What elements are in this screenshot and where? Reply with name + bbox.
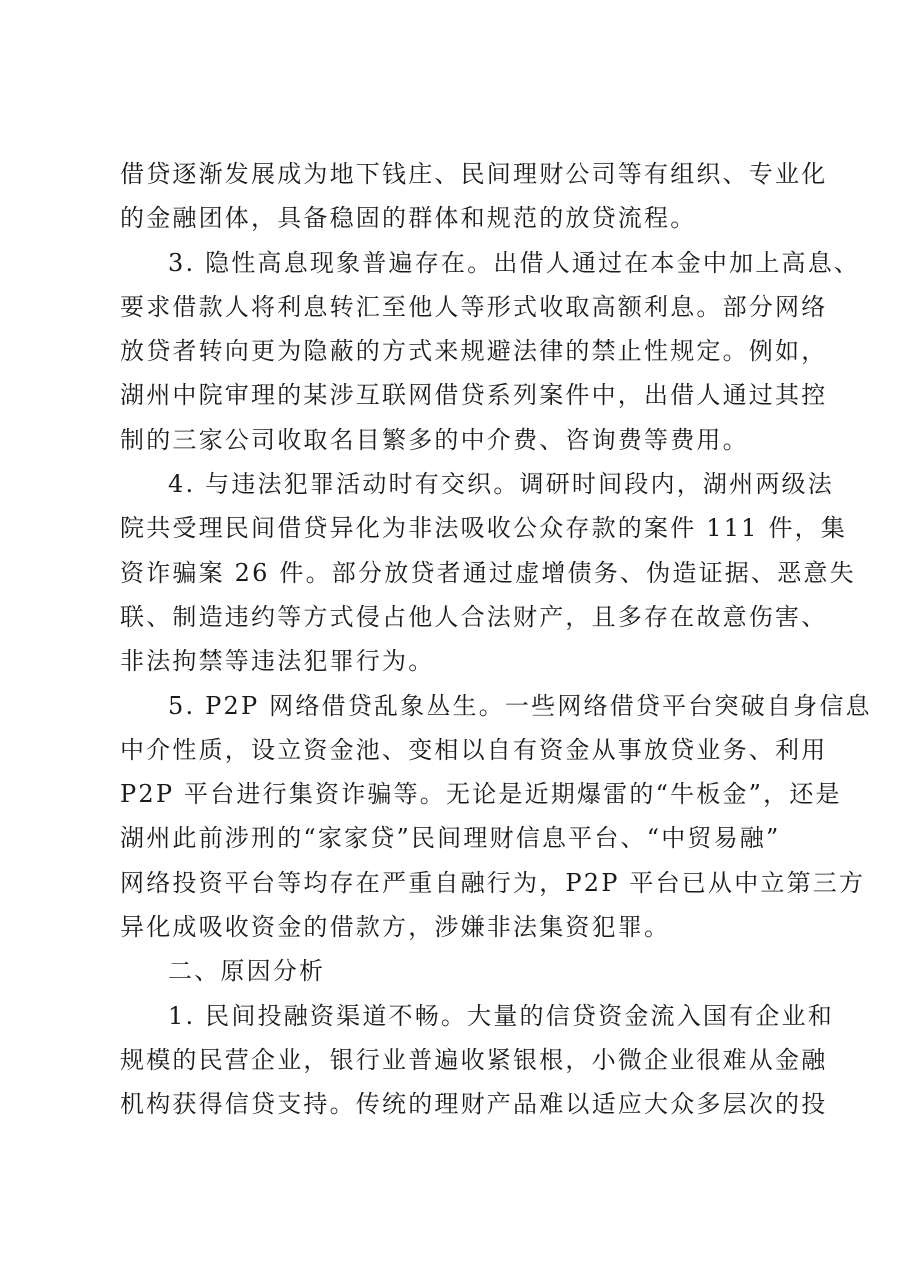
text-line: 院共受理民间借贷异化为非法吸收公众存款的案件 111 件，集 <box>120 514 848 543</box>
text-line: 放贷者转向更为隐蔽的方式来规避法律的禁止性规定。例如， <box>120 337 828 366</box>
text-line: 异化成吸收资金的借款方，涉嫌非法集资犯罪。 <box>120 913 671 942</box>
text-line: 制的三家公司收取名目繁多的中介费、咨询费等费用。 <box>120 425 749 454</box>
text-line: 非法拘禁等违法犯罪行为。 <box>120 647 435 676</box>
section-heading: 二、原因分析 <box>168 957 326 986</box>
text-line: 规模的民营企业，银行业普遍收紧银根，小微企业很难从金融 <box>120 1045 828 1074</box>
text-line: 机构获得信贷支持。传统的理财产品难以适应大众多层次的投 <box>120 1090 828 1119</box>
text-line: 网络投资平台等均存在严重自融行为，P2P 平台已从中立第三方 <box>120 868 866 897</box>
paragraph-heading-3: 3. 隐性高息现象普遍存在。出借人通过在本金中加上高息、 <box>168 248 861 277</box>
text-line: 中介性质，设立资金池、变相以自有资金从事放贷业务、利用 <box>120 735 828 764</box>
text-line: 联、制造违约等方式侵占他人合法财产，且多存在故意伤害、 <box>120 602 828 631</box>
text-line: P2P 平台进行集资诈骗等。无论是近期爆雷的“牛板金”，还是 <box>120 780 842 809</box>
paragraph-heading-1: 1. 民间投融资渠道不畅。大量的信贷资金流入国有企业和 <box>168 1001 834 1030</box>
text-line: 资诈骗案 26 件。部分放贷者通过虚增债务、伪造证据、恶意失 <box>120 558 856 587</box>
paragraph-heading-4: 4. 与违法犯罪活动时有交织。调研时间段内，湖州两级法 <box>168 470 834 499</box>
body-text <box>120 152 872 1127</box>
text-line: 湖州此前涉刑的“家家贷”民间理财信息平台、“中贸易融” <box>120 824 781 853</box>
text-line: 借贷逐渐发展成为地下钱庄、民间理财公司等有组织、专业化 <box>120 160 828 188</box>
paragraph-heading-5: 5. P2P 网络借贷乱象丛生。一些网络借贷平台突破自身信息 <box>168 691 872 720</box>
text-line: 要求借款人将利息转汇至他人等形式收取高额利息。部分网络 <box>120 292 828 321</box>
text-line: 的金融团体，具备稳固的群体和规范的放贷流程。 <box>120 204 697 233</box>
text-line: 湖州中院审理的某涉互联网借贷系列案件中，出借人通过其控 <box>120 381 828 410</box>
